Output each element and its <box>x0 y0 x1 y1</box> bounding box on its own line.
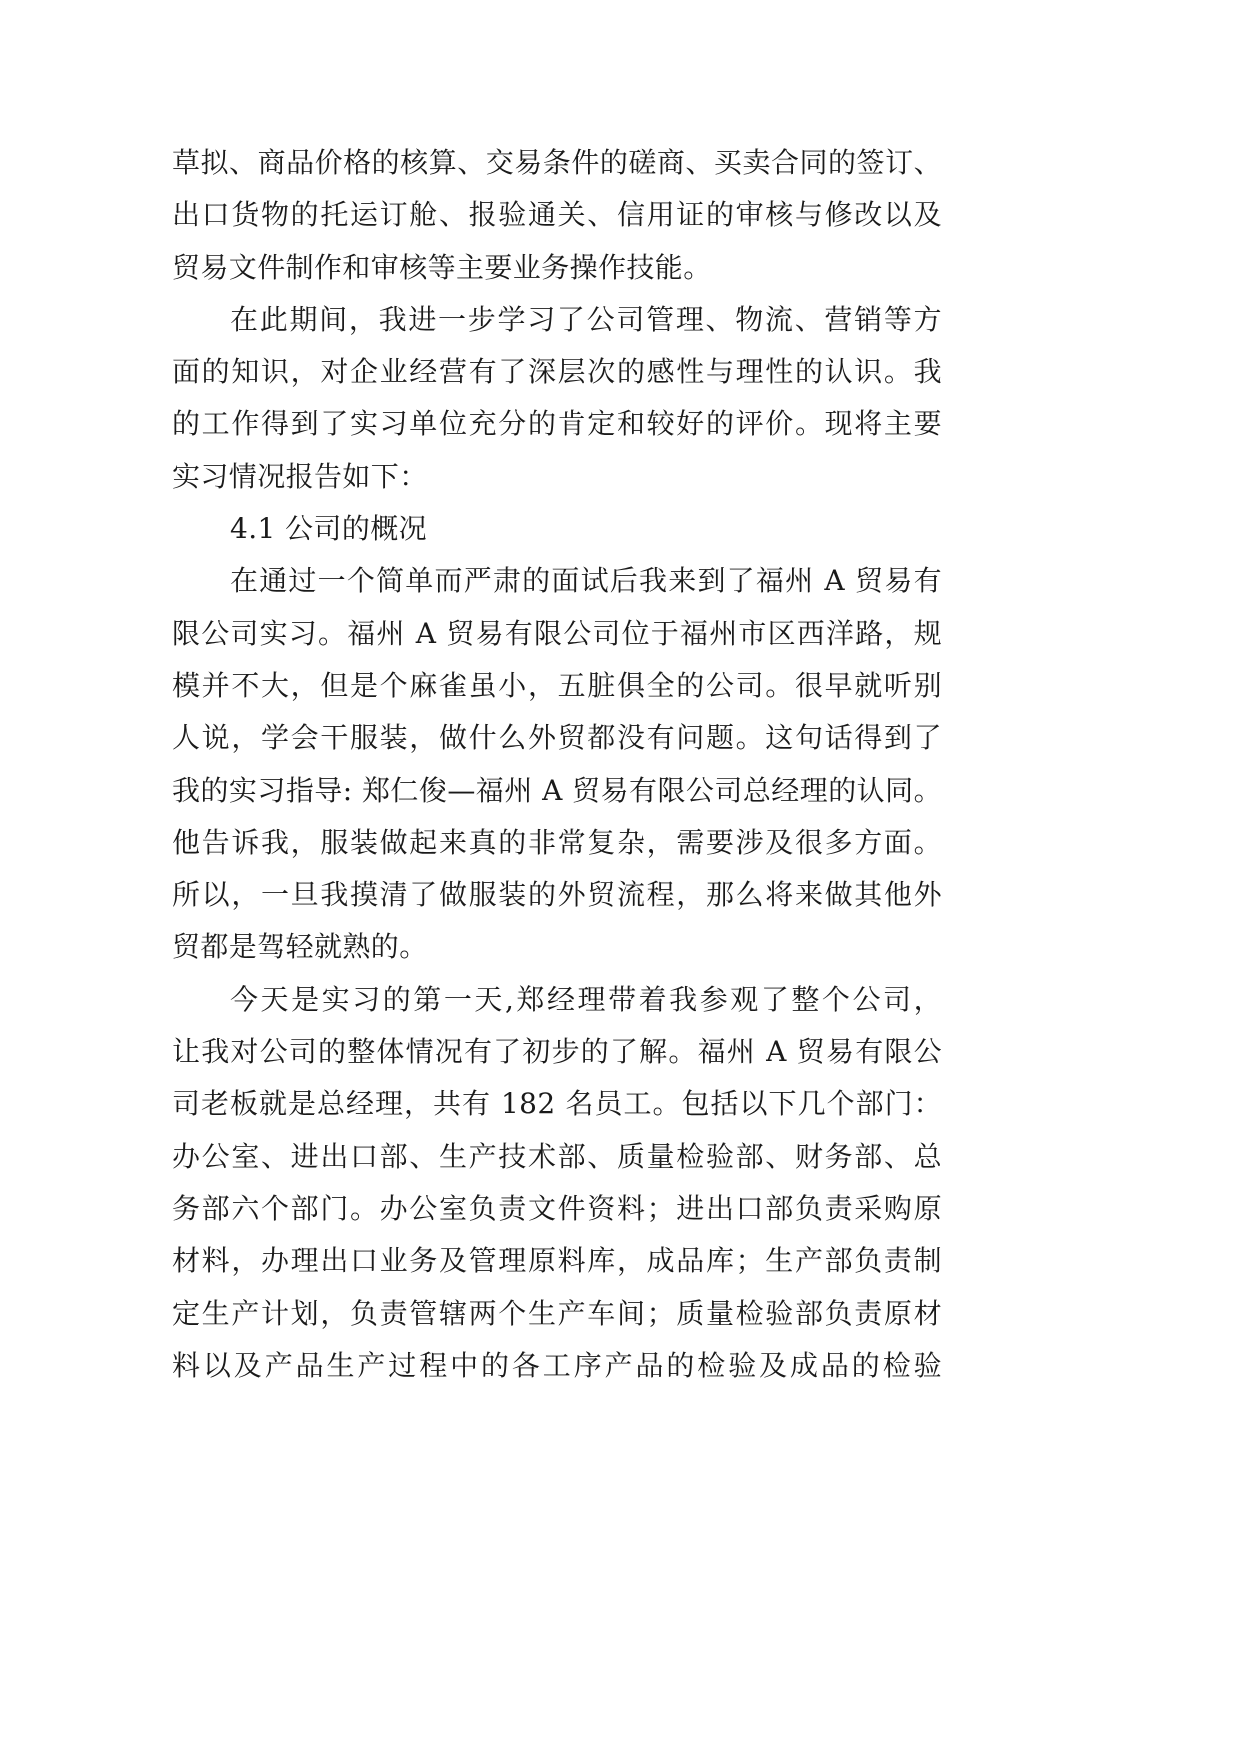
text-line: 定生产计划，负责管辖两个生产车间；质量检验部负责原材 <box>172 1296 942 1330</box>
text-line: 让我对公司的整体情况有了初步的了解。福州 A 贸易有限公 <box>172 1035 942 1069</box>
text-line: 人说，学会干服装，做什么外贸都没有问题。这句话得到了 <box>172 721 942 755</box>
text-line: 他告诉我，服装做起来真的非常复杂，需要涉及很多方面。 <box>172 825 942 859</box>
text-line: 草拟、商品价格的核算、交易条件的磋商、买卖合同的签订、 <box>172 146 942 179</box>
paragraph-start-line: 在通过一个简单而严肃的面试后我来到了福州 A 贸易有 <box>230 564 942 598</box>
paragraph-start-line: 在此期间，我进一步学习了公司管理、物流、营销等方 <box>230 302 942 336</box>
text-line: 面的知识，对企业经营有了深层次的感性与理性的认识。我 <box>172 355 942 389</box>
text-line: 出口货物的托运订舱、报验通关、信用证的审核与修改以及 <box>172 198 942 232</box>
text-line: 材料，办理出口业务及管理原料库，成品库；生产部负责制 <box>172 1244 942 1278</box>
text-line: 模并不大，但是个麻雀虽小，五脏俱全的公司。很早就听别 <box>172 668 942 702</box>
text-line: 务部六个部门。办公室负责文件资料；进出口部负责采购原 <box>172 1191 942 1225</box>
text-line: 所以，一旦我摸清了做服装的外贸流程，那么将来做其他外 <box>172 878 942 912</box>
text-line: 的工作得到了实习单位充分的肯定和较好的评价。现将主要 <box>172 407 942 441</box>
text-line: 司老板就是总经理，共有 182 名员工。包括以下几个部门： <box>172 1087 942 1121</box>
text-line: 限公司实习。福州 A 贸易有限公司位于福州市区西洋路，规 <box>172 616 942 650</box>
text-line: 我的实习指导: 郑仁俊—福州 A 贸易有限公司总经理的认同。 <box>172 773 942 807</box>
text-line: 办公室、进出口部、生产技术部、质量检验部、财务部、总 <box>172 1139 942 1173</box>
text-line: 料以及产品生产过程中的各工序产品的检验及成品的检验 <box>172 1348 942 1382</box>
body-text <box>172 137 942 1392</box>
text-line: 实习情况报告如下： <box>172 459 428 493</box>
section-heading: 4.1 公司的概况 <box>230 512 428 546</box>
text-line: 贸易文件制作和审核等主要业务操作技能。 <box>172 250 712 284</box>
paragraph-start-line: 今天是实习的第一天,郑经理带着我参观了整个公司， <box>230 982 942 1016</box>
text-line: 贸都是驾轻就熟的。 <box>172 930 428 964</box>
